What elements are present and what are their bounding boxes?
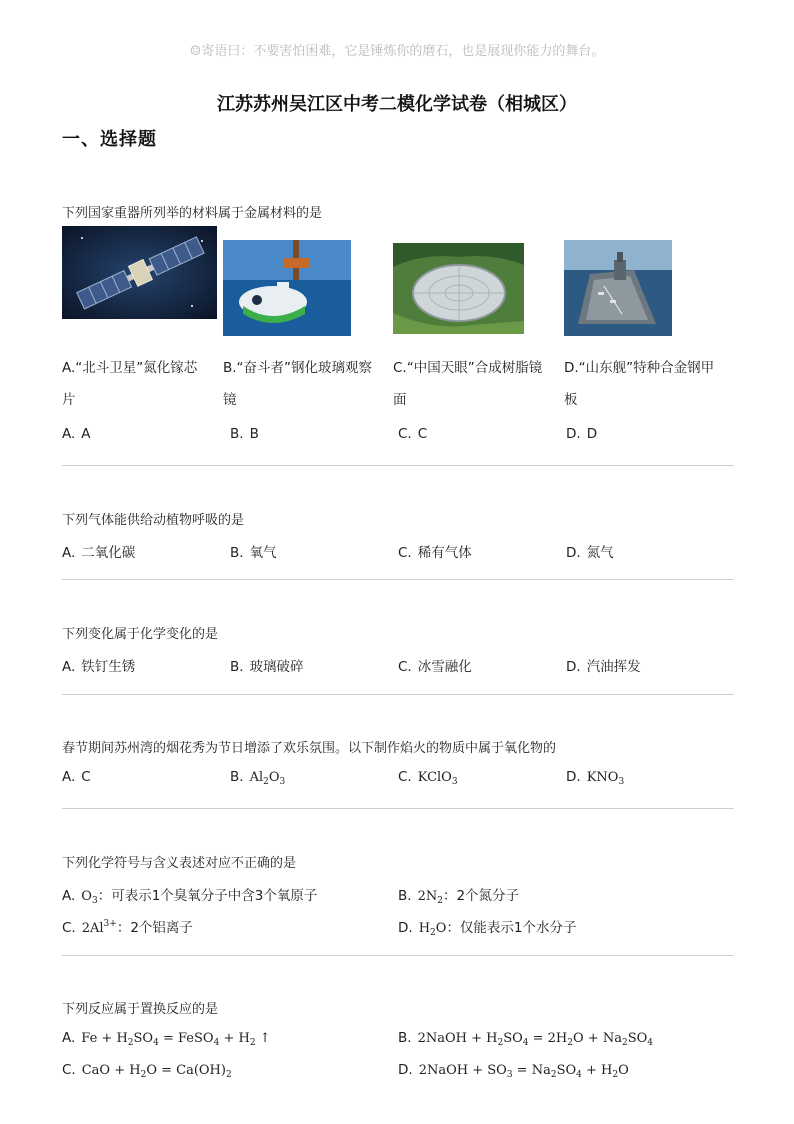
option-b[interactable]: B. 氧气 — [230, 545, 277, 561]
question-4 — [62, 737, 734, 787]
equation: 2NaOH + $SO_3 = Na_2SO_4 + H_2O$ — [418, 1063, 629, 1080]
option-d[interactable]: D. 2NaOH + $SO_3 = Na_2SO_4 + H_2O$ — [398, 1062, 629, 1080]
caption-a: A.“北斗卫星”氮化镓芯 片 — [62, 360, 198, 408]
question-2 — [62, 509, 734, 559]
section-title: 一、选择题 — [62, 129, 157, 150]
caption-b: B.“奋斗者”钢化玻璃观察 镜 — [223, 360, 373, 408]
option-a[interactable]: A. $O_3$：可表示1个臭氧分子中含3个氧原子 — [62, 888, 318, 906]
carrier-image — [564, 240, 672, 336]
question-3 — [62, 623, 734, 673]
option-b[interactable]: B. 玻璃破碎 — [230, 659, 304, 675]
question-1-stem: 下列国家重器所列举的材料属于金属材料的是 — [62, 206, 323, 221]
caption-c: C.“中国天眼”合成树脂镜 面 — [393, 360, 543, 408]
page-title: 江苏苏州吴江区中考二模化学试卷（相城区） — [217, 94, 577, 115]
equation: $Fe + H_2SO_4$ = FeSO$_4$ + $H_2$ ↑ — [81, 1031, 271, 1048]
question-2-stem: 下列气体能供给动植物呼吸的是 — [62, 513, 245, 528]
option-c[interactable]: C. CaO + $H_2O = Ca(OH)_2$ — [62, 1062, 232, 1080]
divider — [62, 694, 734, 695]
formula: $Al_2O_3$ — [249, 770, 286, 787]
option-d[interactable]: D. $H_2O$：仅能表示1个水分子 — [398, 920, 577, 938]
option-a[interactable]: A. $Fe + H_2SO_4$ = FeSO$_4$ + $H_2$ ↑ — [62, 1030, 271, 1048]
question-6 — [62, 998, 734, 1082]
caption-d: D.“山东舰”特种合金钢甲 板 — [564, 360, 715, 408]
equation: 2NaOH + $H_2SO_4 = 2H_2O + Na_2SO_4$ — [417, 1031, 653, 1048]
formula: $O_3$ — [81, 889, 98, 906]
equation: CaO + $H_2O = Ca(OH)_2$ — [81, 1063, 232, 1080]
formula: $2Al^{3+}$ — [81, 919, 117, 936]
option-c[interactable]: C. 稀有气体 — [398, 545, 472, 561]
question-5-stem: 下列化学符号与含义表述对应不正确的是 — [62, 856, 297, 871]
formula: $2N_2$ — [417, 889, 443, 906]
option-b[interactable]: B. $Al_2O_3$ — [230, 769, 286, 787]
option-c[interactable]: C. KClO$_3$ — [398, 769, 458, 787]
option-d[interactable]: D. 汽油挥发 — [566, 659, 641, 675]
telescope-image — [393, 243, 524, 334]
question-1 — [62, 202, 734, 452]
option-b[interactable]: B. 2NaOH + $H_2SO_4 = 2H_2O + Na_2SO_4$ — [398, 1030, 653, 1048]
option-d[interactable]: D. $KNO_3$ — [566, 769, 625, 787]
option-a[interactable]: A. 铁钉生锈 — [62, 659, 136, 675]
option-c[interactable]: C. $2Al^{3+}$：2个铝离子 — [62, 919, 193, 936]
submersible-image — [223, 240, 351, 336]
option-a[interactable]: A. 二氧化碳 — [62, 545, 136, 561]
question-5 — [62, 852, 734, 936]
satellite-image — [62, 226, 217, 319]
question-3-stem: 下列变化属于化学变化的是 — [62, 627, 219, 642]
option-a[interactable]: A. C — [62, 769, 91, 785]
option-d[interactable]: D. 氮气 — [566, 545, 614, 561]
formula: KClO$_3$ — [417, 770, 458, 787]
option-b[interactable]: B. B — [230, 426, 259, 442]
page-motto: ☺寄语曰：不要害怕困难，它是锤炼你的磨石，也是展现你能力的舞台。 — [189, 44, 605, 59]
option-c[interactable]: C. C — [398, 426, 428, 442]
option-b[interactable]: B. $2N_2$：2个氮分子 — [398, 888, 520, 906]
option-a[interactable]: A. A — [62, 426, 91, 442]
option-c[interactable]: C. 冰雪融化 — [398, 659, 472, 675]
question-4-stem: 春节期间苏州湾的烟花秀为节日增添了欢乐氛围。以下制作焰火的物质中属于氧化物的 — [62, 741, 557, 756]
option-d[interactable]: D. D — [566, 426, 598, 442]
question-6-stem: 下列反应属于置换反应的是 — [62, 1002, 219, 1017]
divider — [62, 465, 734, 466]
divider — [62, 808, 734, 809]
divider — [62, 579, 734, 580]
formula: $KNO_3$ — [586, 770, 625, 787]
formula: $H_2O$ — [418, 921, 447, 938]
divider — [62, 955, 734, 956]
